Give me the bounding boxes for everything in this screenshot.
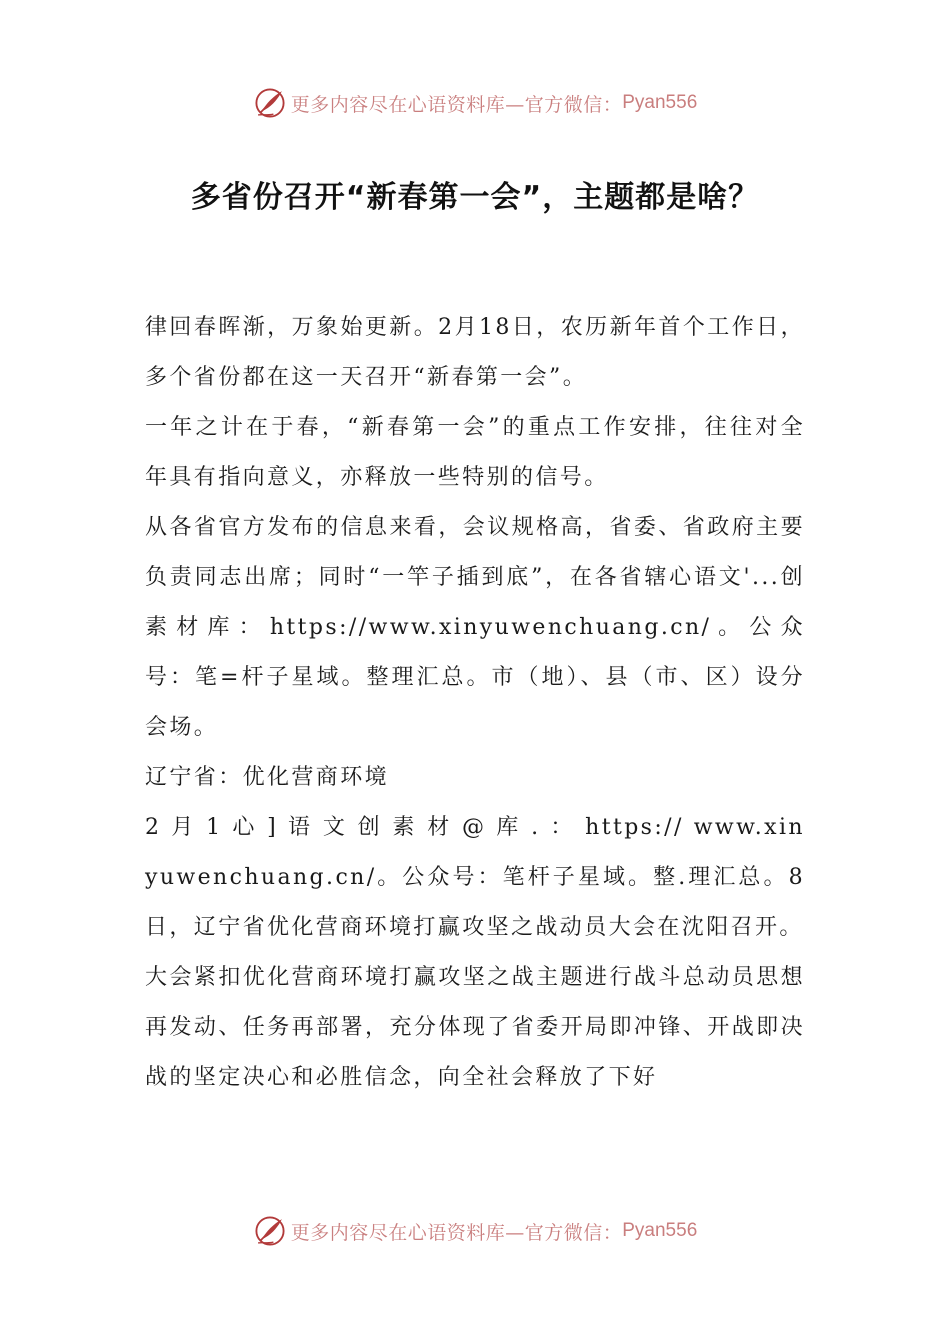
document-body bbox=[145, 303, 805, 1103]
banner-wechat-handle: Pyan556 bbox=[622, 1220, 698, 1241]
header-banner bbox=[0, 80, 950, 126]
paragraph: 2 月 1 心 ] 语 文 创 素 材 @ 库 . ： https:// www.xinyuwenchuang.cn/。公众号：笔杆子星域。整.理汇总。8日，辽宁省优化营商环境打赢攻坚之战动员大会在沈阳召开。 bbox=[145, 815, 805, 940]
document-title: 多省份召开“新春第一会”，主题都是啥？ bbox=[190, 180, 760, 215]
footer-banner bbox=[0, 1208, 950, 1254]
quill-pen-logo-icon bbox=[253, 86, 287, 120]
paragraph: 律回春晖渐，万象始更新。2月18日，农历新年首个工作日，多个省份都在这一天召开“新春第一会”。 bbox=[145, 315, 805, 390]
paragraph: 从各省官方发布的信息来看，会议规格高，省委、省政府主要负责同志出席；同时“一竿子插到底”，在各省辖心语文'...创素材库：https://www.xinyuwenchuang.cn/。公众号：笔=杆子星域。整理汇总。市（地）、县（市、区）设分会场。 bbox=[145, 515, 805, 740]
paragraph: 一年之计在于春，“新春第一会”的重点工作安排，往往对全年具有指向意义，亦释放一些特别的信号。 bbox=[145, 415, 805, 490]
quill-pen-logo-icon bbox=[253, 1214, 287, 1248]
paragraph: 大会紧扣优化营商环境打赢攻坚之战主题进行战斗总动员思想再发动、任务再部署，充分体现了省委开局即冲锋、开战即决战的坚定决心和必胜信念，向全社会释放了下好 bbox=[145, 965, 805, 1090]
section-heading: 辽宁省：优化营商环境 bbox=[145, 765, 390, 790]
banner-wechat-handle: Pyan556 bbox=[622, 92, 698, 113]
banner-text: 更多内容尽在心语资料库—官方微信： bbox=[290, 93, 623, 116]
banner-text: 更多内容尽在心语资料库—官方微信： bbox=[290, 1221, 623, 1244]
